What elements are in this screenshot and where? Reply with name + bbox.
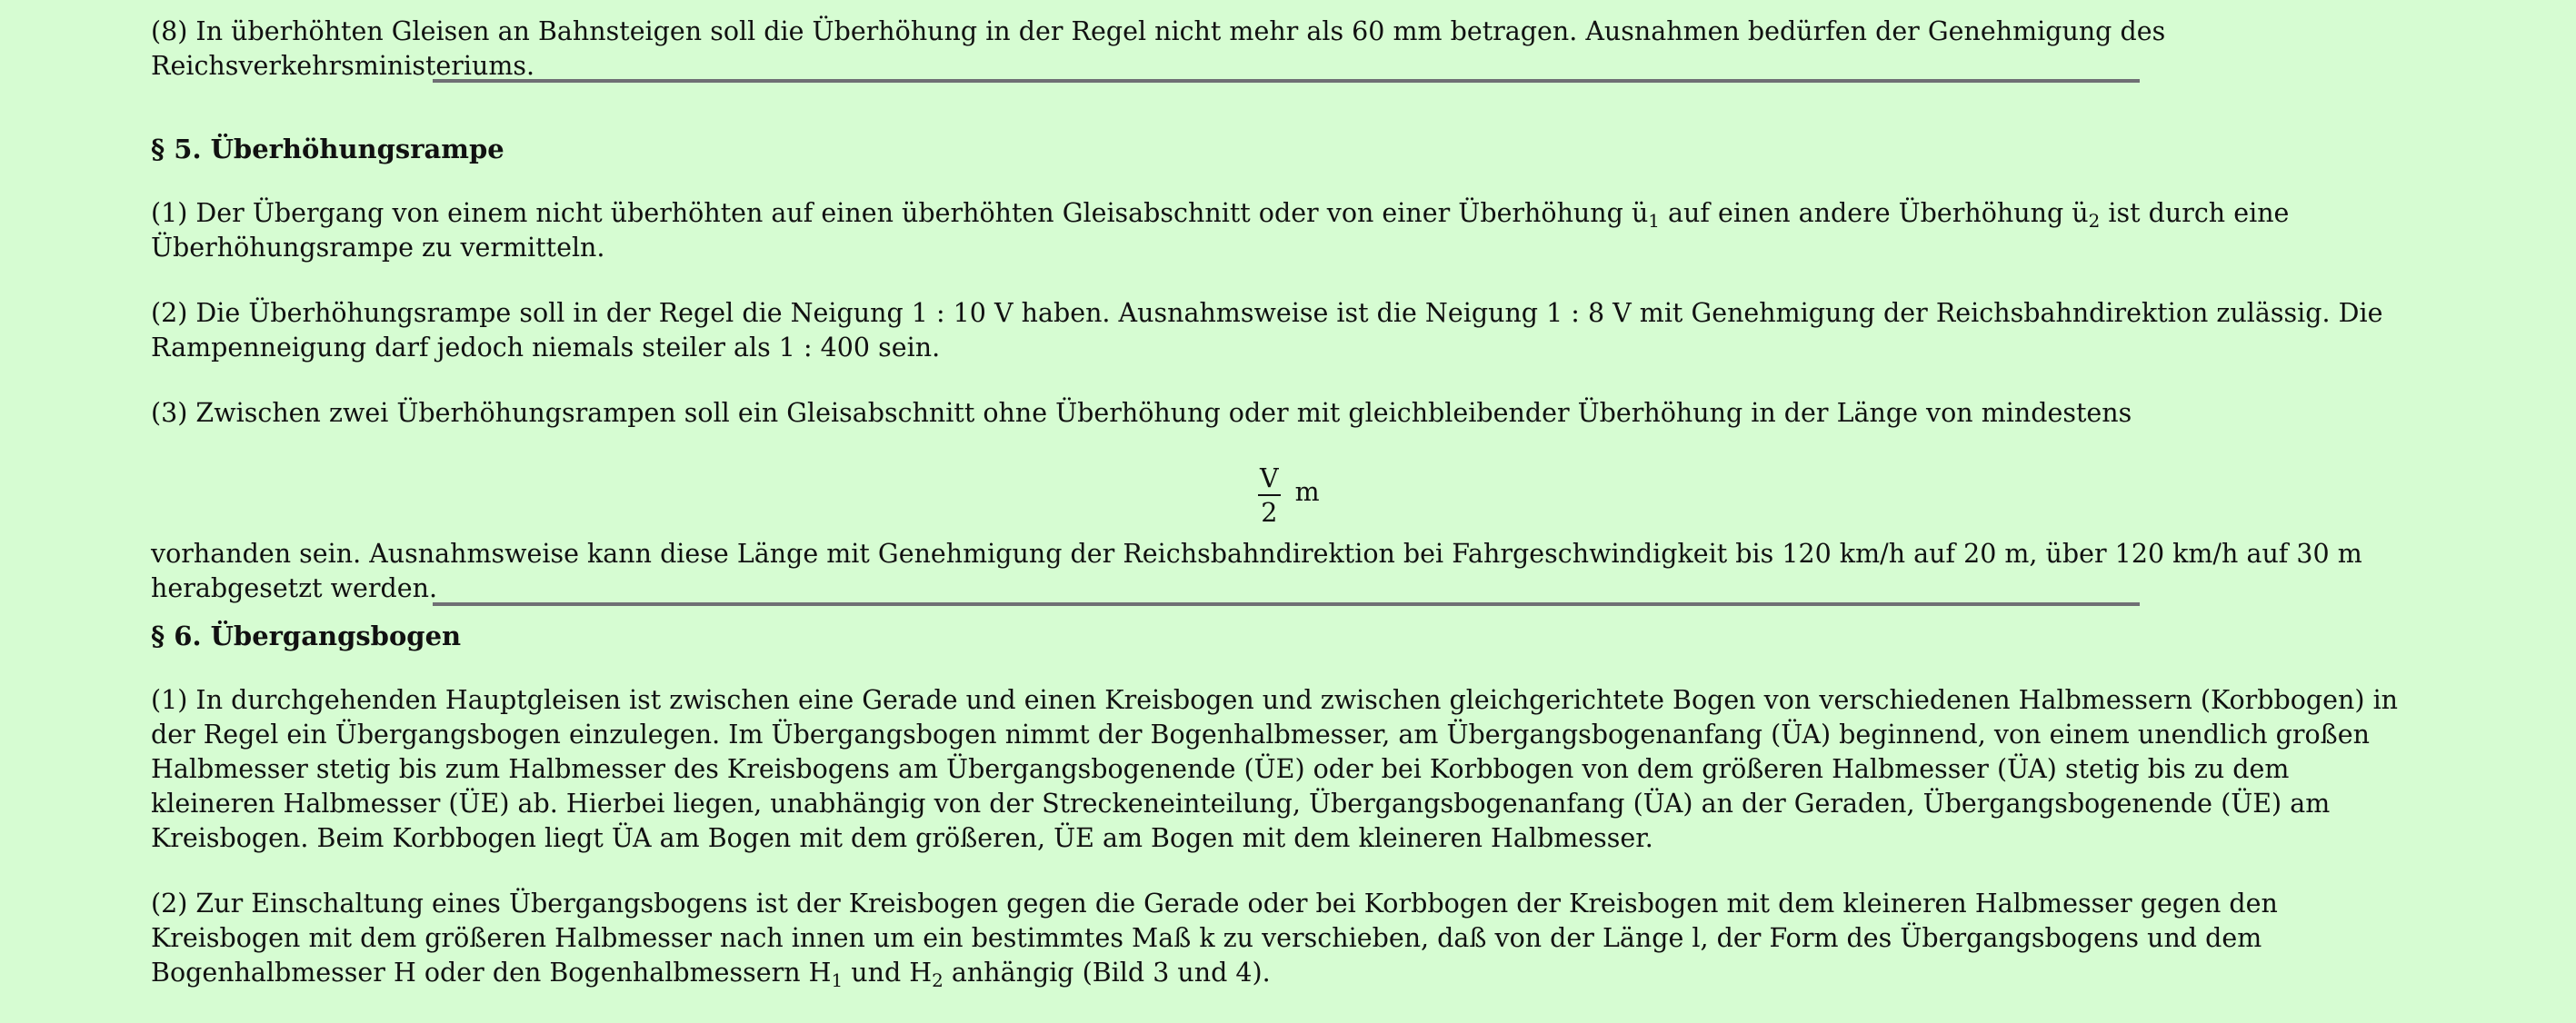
paragraph-5-2: (2) Die Überhöhungsrampe soll in der Regel die Neigung 1 : 10 V haben. Ausnahmsweise ist die Neigung 1 : 8 V mit Genehmigung der Reichsbahndirektion zulässig. Die Rampenneigung darf jedoch niemals steiler als 1 : 400 sein.: [151, 298, 2383, 363]
subscript-2: 2: [932, 968, 944, 991]
paragraph-5-1-text-a: (1) Der Übergang von einem nicht überhöhten auf einen überhöhten Gleisabschnitt oder von einer Überhöhung ü: [151, 198, 1649, 228]
paragraph-5-1-text-b: auf einen andere Überhöhung ü: [1659, 198, 2089, 228]
fraction: [1258, 463, 1281, 531]
paragraph-6-1: (1) In durchgehenden Hauptgleisen ist zwischen eine Gerade und einen Kreisbogen und zwischen gleichgerichtete Bogen von verschiedenen Halbmessern (Korbbogen) in der Regel ein Übergangsbogen einzulegen. Im Übergangsbogen nimmt der Bogenhalbmesser, am Übergangsbogenanfang (ÜA) beginnend, von einem unendlich großen Halbmesser stetig bis zum Halbmesser des Kreisbogens am Übergangsbogenende (ÜE) oder bei Korbbogen von dem größeren Halbmesser (ÜA) stetig bis zu dem kleineren Halbmesser (ÜE) ab. Hierbei liegen, unabhängig von der Streckeneinteilung, Übergangsbogenanfang (ÜA) an der Geraden, Übergangsbogenende (ÜE) am Kreisbogen. Beim Korbbogen liegt ÜA am Bogen mit dem größeren, ÜE am Bogen mit dem kleineren Halbmesser.: [151, 685, 2399, 853]
paragraph-6-2-text-b: und H: [843, 958, 933, 988]
paragraph-6-2: [151, 887, 2414, 990]
subscript-1: 1: [831, 968, 844, 991]
formula-v-over-2: [1258, 458, 1320, 536]
paragraph-4-8: (8) In überhöhten Gleisen an Bahnsteigen soll die Überhöhung in der Regel nicht mehr als 60 mm betragen. Ausnahmen bedürfen der Genehmigung des Reichsverkehrsministeriums.: [151, 16, 2166, 81]
section-6-heading: § 6. Übergangsbogen: [151, 621, 462, 651]
fraction-denominator: 2: [1261, 498, 1278, 528]
paragraph-5-3: (3) Zwischen zwei Überhöhungsrampen soll ein Gleisabschnitt ohne Überhöhung oder mit gleichbleibender Überhöhung in der Länge von mindestens: [151, 398, 2132, 428]
paragraph-5-1-text-c: ist durch eine Überhöhungsrampe zu vermitteln.: [151, 198, 2290, 263]
paragraph-5-1: [151, 196, 2414, 265]
formula-unit: m: [1294, 477, 1320, 507]
paragraph-5-3-continued: vorhanden sein. Ausnahmsweise kann diese Länge mit Genehmigung der Reichsbahndirektion bei Fahrgeschwindigkeit bis 120 km/h auf 20 m, über 120 km/h auf 30 m herabgesetzt werden.: [151, 539, 2362, 603]
section-5-heading: § 5. Überhöhungsrampe: [151, 134, 504, 164]
section-divider: [433, 602, 2140, 606]
section-divider: [433, 79, 2140, 83]
subscript-2: 2: [2088, 209, 2101, 232]
paragraph-6-2-text-a: (2) Zur Einschaltung eines Übergangsbogens ist der Kreisbogen gegen die Gerade oder bei Korbbogen der Kreisbogen mit dem kleineren Halbmesser gegen den Kreisbogen mit dem größeren Halbmesser nach innen um ein bestimmtes Maß k zu verschieben, daß von der Länge l, der Form des Übergangsbogens und dem Bogenhalbmesser H oder den Bogenhalbmessern H: [151, 889, 2278, 988]
fraction-numerator: V: [1258, 463, 1281, 496]
paragraph-6-2-text-c: anhängig (Bild 3 und 4).: [943, 958, 1271, 988]
subscript-1: 1: [1648, 209, 1660, 232]
